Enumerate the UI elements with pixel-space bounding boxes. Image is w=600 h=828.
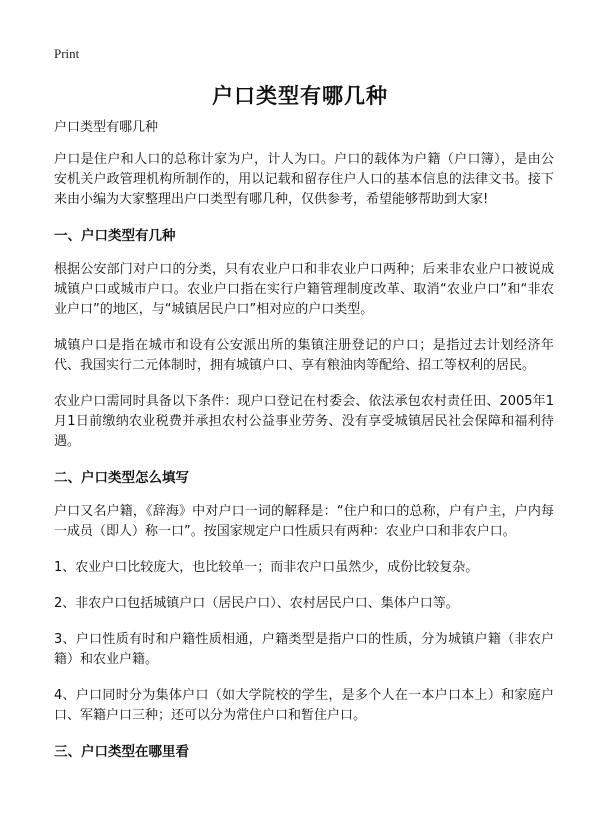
- section-heading-3: 三、户口类型在哪里看: [54, 744, 189, 760]
- page-title: 户口类型有哪几种: [212, 84, 388, 108]
- list-item: 1、农业户口比较庞大，也比较单一；而非农户口虽然少，成份比较复杂。: [54, 560, 479, 575]
- list-item: 4、户口同时分为集体户口（如大学院校的学生，是多个人在一本户口本上）和家庭户口、军籍户口三种；还可以分为常住户口和暂住户口。: [54, 688, 554, 723]
- paragraph: 农业户口需同时具备以下条件：现户口登记在村委会、依法承包农村责任田、2005年1月1日前缴纳农业税费并承担农村公益事业劳务、没有享受城镇居民社会保障和福利待遇。: [54, 394, 554, 449]
- article-subtitle: 户口类型有哪几种: [54, 120, 159, 135]
- section-heading-1: 一、户口类型有几种: [54, 228, 176, 244]
- paragraph: 根据公安部门对户口的分类，只有农业户口和非农业户口两种；后来非农业户口被说成城镇户口或城市户口。农业户口指在实行户籍管理制度改革、取消“农业户口”和“非农业户口”的地区，与“城镇居民户口”相对应的户口类型。: [54, 262, 554, 317]
- list-item: 3、户口性质有时和户籍性质相通，户籍类型是指户口的性质，分为城镇户籍（非农户籍）和农业户籍。: [54, 632, 554, 667]
- paragraph: 户口又名户籍，《辞海》中对户口一词的解释是：“住户和口的总称，户有户主，户内每一成员（即人）称一口”。按国家规定户口性质只有两种：农业户口和非农户口。: [54, 504, 554, 539]
- section-heading-2: 二、户口类型怎么填写: [54, 470, 189, 486]
- list-item: 2、非农户口包括城镇户口（居民户口）、农村居民户口、集体户口等。: [54, 596, 459, 611]
- article-body: [54, 118, 554, 776]
- paragraph: 城镇户口是指在城市和设有公安派出所的集镇注册登记的户口；是指过去计划经济年代、我国实行二元体制时，拥有城镇户口、享有粮油肉等配给、招工等权利的居民。: [54, 338, 554, 373]
- intro-paragraph: 户口是住户和人口的总称计家为户，计人为口。户口的载体为户籍（户口簿），是由公安机关户政管理机构所制作的，用以记载和留存住户人口的基本信息的法律文书。接下来由小编为大家整理出户口类型有哪几种，仅供参考，希望能够帮助到大家!: [54, 152, 554, 207]
- print-link[interactable]: Print: [54, 46, 80, 61]
